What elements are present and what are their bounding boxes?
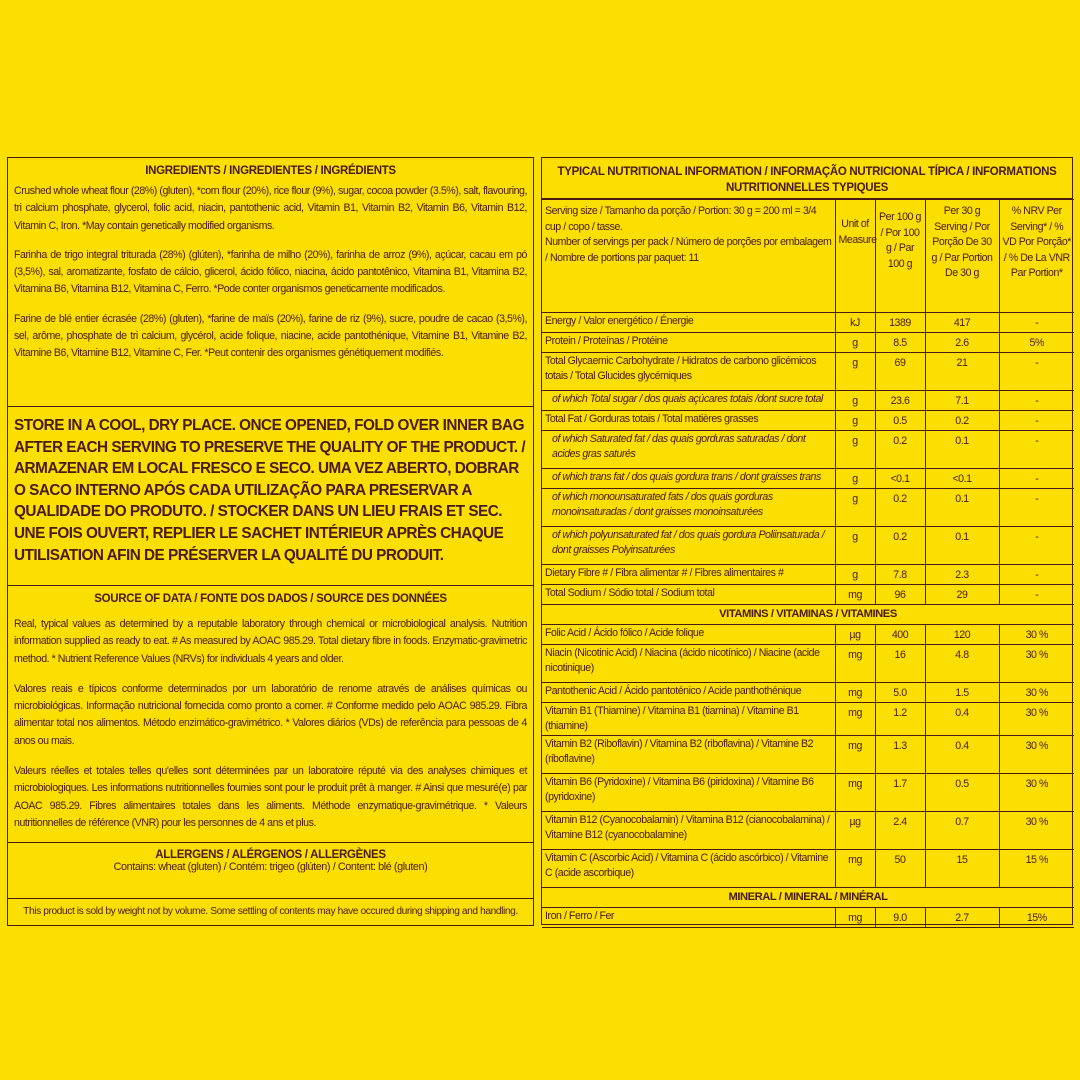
per30-cell: 417 xyxy=(925,313,999,333)
table-row xyxy=(542,812,1074,850)
per30-cell: 2.7 xyxy=(925,908,999,928)
per100-cell: 1.7 xyxy=(875,774,925,812)
per30-header: Per 30 g Serving / Por Porção De 30 g / Par Portion De 30 g xyxy=(925,200,999,313)
unit-cell: mg xyxy=(835,774,875,812)
nutrient-name: Total Sodium / Sódio total / Sodium total xyxy=(542,585,835,605)
per100-cell: 0.2 xyxy=(875,527,925,565)
nrv-cell: 30 % xyxy=(999,703,1074,736)
unit-cell: µg xyxy=(835,625,875,645)
nutrient-name: of which polyunsaturated fat / dos quais gordura Poliinsaturada / dont graisses Polyinsaturées xyxy=(542,527,835,565)
nutrient-name: Total Fat / Gorduras totais / Total matières grasses xyxy=(542,411,835,431)
nutrient-name: Iron / Ferro / Fer xyxy=(542,908,835,928)
nutrient-name: of which trans fat / dos quais gordura trans / dont graisses trans xyxy=(542,469,835,489)
per30-cell: 29 xyxy=(925,585,999,605)
nrv-cell: - xyxy=(999,489,1074,527)
allergens-contains: Contains: wheat (gluten) / Contém: trigeo (glúten) / Content: blé (gluten) xyxy=(113,861,428,873)
table-row xyxy=(542,391,1074,411)
nutrient-name: Vitamin B1 (Thiamine) / Vitamina B1 (tiamina) / Vitamine B1 (thiamine) xyxy=(542,703,835,736)
nrv-cell: - xyxy=(999,391,1074,411)
unit-cell: g xyxy=(835,353,875,391)
unit-cell: mg xyxy=(835,683,875,703)
vitamins-section-heading-label: VITAMINS / VITAMINAS / VITAMINES xyxy=(542,605,1074,625)
disclaimer: This product is sold by weight not by volume. Some settling of contents may have occured during shipping and handling. xyxy=(23,906,518,917)
unit-cell: mg xyxy=(835,703,875,736)
source-french: Valeurs réelles et totales telles qu'elles sont déterminées par un laboratoire réputé via des analyses chimiques et microbiologiques. Les informations nutritionnelles fournies sont pour le produit prêt à manger. # Ainsi que mesuré(e) par AOAC 985.29. Fibres alimentaires totales dans les aliments. Méthode enzymatique-gravimétrique. * Valeurs nutritionnelles de référence (VNR) pour les personnes de 4 ans et plus. xyxy=(14,765,527,829)
nrv-cell: 30 % xyxy=(999,812,1074,850)
nutrient-name: Protein / Proteínas / Protéine xyxy=(542,333,835,353)
per100-header: Per 100 g / Por 100 g / Par 100 g xyxy=(875,200,925,313)
per100-cell: 0.5 xyxy=(875,411,925,431)
per30-cell: 0.7 xyxy=(925,812,999,850)
unit-cell: g xyxy=(835,565,875,585)
mineral-section-heading xyxy=(542,888,1074,908)
unit-cell: mg xyxy=(835,850,875,888)
storage-instructions: STORE IN A COOL, DRY PLACE. ONCE OPENED, FOLD OVER INNER BAG AFTER EACH SERVING TO PRESERVE THE QUALITY OF THE PRODUCT. / ARMAZENAR EM LOCAL FRESCO E SECO. UMA VEZ ABERTO, DOBRAR O SACO INTERNO APÓS CADA UTILIZAÇÃO PARA PRESERVAR A QUALIDADE DO PRODUTO. / STOCKER DANS UN LIEU FRAIS ET SEC. UNE FOIS OUVERT, REPLIER LE SACHET INTÉRIEUR APRÈS CHAQUE UTILISATION AFIN DE PRÉSERVER LA QUALITÉ DU PRODUIT. xyxy=(14,417,526,564)
unit-cell: g xyxy=(835,469,875,489)
per100-cell: 96 xyxy=(875,585,925,605)
per30-cell: 2.6 xyxy=(925,333,999,353)
ingredients-section xyxy=(8,158,533,407)
per100-cell: 1389 xyxy=(875,313,925,333)
ingredients-heading: INGREDIENTS / INGREDIENTES / INGRÉDIENTS xyxy=(145,165,396,177)
source-heading: SOURCE OF DATA / FONTE DOS DADOS / SOURCE DES DONNÉES xyxy=(94,593,447,605)
ingredients-english: Crushed whole wheat flour (28%) (gluten), *corn flour (20%), rice flour (9%), sugar, cocoa powder (3.5%), salt, flavouring, tri calcium phosphate, glycerol, folic acid, niacin, pantothenic acid, Vitamin B1, Vitamin B2, Vitamin B6, Vitamin B12, Vitamin C, Iron. *May contain genetically modified organisms. xyxy=(14,185,527,232)
per100-cell: 0.2 xyxy=(875,431,925,469)
table-row xyxy=(542,527,1074,565)
nrv-cell: 30 % xyxy=(999,683,1074,703)
per30-cell: 2.3 xyxy=(925,565,999,585)
nrv-cell: - xyxy=(999,431,1074,469)
ingredients-french: Farine de blé entier écrasée (28%) (gluten), *farine de maïs (20%), farine de riz (9%), sucre, poudre de cacao (3,5%), sel, arôme, phosphate de tri calcium, glycérol, acide folique, niacine, acide pantothénique, Vitamine B1, Vitamine B2, Vitamine B6, Vitamine B12, Vitamine C, Fer. *Peut contenir des organismes génétiquement modifiés. xyxy=(14,312,527,360)
nrv-cell: 30 % xyxy=(999,736,1074,774)
storage-section xyxy=(8,407,533,586)
table-row xyxy=(542,353,1074,391)
nrv-cell: 30 % xyxy=(999,645,1074,683)
per100-cell: 69 xyxy=(875,353,925,391)
unit-cell: g xyxy=(835,333,875,353)
nutrient-name: Folic Acid / Ácido fólico / Acide folique xyxy=(542,625,835,645)
table-row xyxy=(542,908,1074,928)
per30-cell: 1.5 xyxy=(925,683,999,703)
table-row xyxy=(542,313,1074,333)
per100-cell: 23.6 xyxy=(875,391,925,411)
nrv-cell: - xyxy=(999,313,1074,333)
per30-cell: <0.1 xyxy=(925,469,999,489)
table-row xyxy=(542,625,1074,645)
allergens-heading: ALLERGENS / ALÉRGENOS / ALLERGÈNES xyxy=(155,849,386,861)
per100-cell: 16 xyxy=(875,645,925,683)
nrv-cell: - xyxy=(999,565,1074,585)
per100-cell: 1.3 xyxy=(875,736,925,774)
per100-cell: 1.2 xyxy=(875,703,925,736)
table-row xyxy=(542,431,1074,469)
nutrient-name: Vitamin C (Ascorbic Acid) / Vitamina C (ácido ascórbico) / Vitamine C (acide ascorbique) xyxy=(542,850,835,888)
vitamins-section-heading xyxy=(542,605,1074,625)
table-row xyxy=(542,333,1074,353)
unit-header: Unit of Measure xyxy=(835,200,875,313)
ingredients-portuguese: Farinha de trigo integral triturada (28%) (glúten), *farinha de milho (20%), farinha de arroz (9%), açúcar, cacau em pó (3,5%), sal, aromatizante, fosfato de cálcio, glicerol, ácido fólico, niacina, ácido pantotênico, Vitamina B1, Vitamina B2, Vitamina B6, Vitamina B12, Vitamina C, Ferro. *Pode conter organismos geneticamente modificados. xyxy=(14,248,527,296)
per30-cell: 120 xyxy=(925,625,999,645)
per30-cell: 21 xyxy=(925,353,999,391)
table-header-row xyxy=(542,200,1074,313)
source-portuguese: Valores reais e típicos conforme determinados por um laboratório de renome através de análises químicas ou microbiológicas. Informação nutricional fornecida como pronto a comer. # Conforme medido pelo AOAC 985.29. Fibra alimentar total nos alimentos. Método enzimático-gravimétrico. * Valores diários (VDs) de referência para pessoas de 4 anos ou mais. xyxy=(14,682,527,747)
per30-cell: 0.1 xyxy=(925,527,999,565)
unit-cell: g xyxy=(835,391,875,411)
unit-cell: mg xyxy=(835,736,875,774)
table-row xyxy=(542,489,1074,527)
per30-cell: 4.8 xyxy=(925,645,999,683)
unit-cell: g xyxy=(835,489,875,527)
unit-cell: g xyxy=(835,411,875,431)
table-row xyxy=(542,683,1074,703)
unit-cell: g xyxy=(835,431,875,469)
serving-info xyxy=(542,200,835,313)
table-row xyxy=(542,850,1074,888)
nutrient-name: Dietary Fibre # / Fibra alimentar # / Fibres alimentaires # xyxy=(542,565,835,585)
nutrient-name: Vitamin B6 (Pyridoxine) / Vitamina B6 (piridoxina) / Vitamine B6 (pyridoxine) xyxy=(542,774,835,812)
nrv-header: % NRV Per Serving* / % VD Por Porção* / % De La VNR Par Portion* xyxy=(999,200,1074,313)
per100-cell: <0.1 xyxy=(875,469,925,489)
per30-cell: 7.1 xyxy=(925,391,999,411)
per30-cell: 0.1 xyxy=(925,489,999,527)
per100-cell: 0.2 xyxy=(875,489,925,527)
nutrient-name: Energy / Valor energético / Énergie xyxy=(542,313,835,333)
table-row xyxy=(542,565,1074,585)
unit-cell: µg xyxy=(835,812,875,850)
table-row xyxy=(542,736,1074,774)
per100-cell: 9.0 xyxy=(875,908,925,928)
unit-cell: mg xyxy=(835,908,875,928)
nrv-cell: - xyxy=(999,527,1074,565)
nutrient-name: of which Saturated fat / das quais gorduras saturadas / dont acides gras saturés xyxy=(542,431,835,469)
nutrient-name: of which monounsaturated fats / dos quais gorduras monoinsaturadas / dont graisses monoinsaturées xyxy=(542,489,835,527)
per100-cell: 2.4 xyxy=(875,812,925,850)
source-english: Real, typical values as determined by a reputable laboratory through chemical or microbiological analysis. Nutrition information supplied as ready to eat. # As measured by AOAC 985.29. Total dietary fibre in foods. Enzymatic-gravimetric method. * Nutrient Reference Values (NRVs) for individuals 4 years and older. xyxy=(14,618,527,665)
nrv-cell: - xyxy=(999,353,1074,391)
per30-cell: 0.4 xyxy=(925,703,999,736)
per30-cell: 0.5 xyxy=(925,774,999,812)
left-panel xyxy=(7,157,534,926)
table-row xyxy=(542,585,1074,605)
nutrition-table xyxy=(542,199,1074,928)
unit-cell: g xyxy=(835,527,875,565)
servings-per-pack: Number of servings per pack / Número de porções por embalagem / Nombre de portions par paquet: 11 xyxy=(545,236,832,264)
table-row xyxy=(542,774,1074,812)
nrv-cell: 15% xyxy=(999,908,1074,928)
table-row xyxy=(542,411,1074,431)
table-row xyxy=(542,703,1074,736)
per100-cell: 5.0 xyxy=(875,683,925,703)
nrv-cell: - xyxy=(999,411,1074,431)
source-section xyxy=(8,586,533,843)
nrv-cell: 5% xyxy=(999,333,1074,353)
per100-cell: 8.5 xyxy=(875,333,925,353)
nutrient-name: Niacin (Nicotinic Acid) / Niacina (ácido nicotínico) / Niacine (acide nicotinique) xyxy=(542,645,835,683)
table-row xyxy=(542,469,1074,489)
nutrient-name: Total Glycaemic Carbohydrate / Hidratos de carbono glicémicos totais / Total Glucides glycémiques xyxy=(542,353,835,391)
nrv-cell: - xyxy=(999,585,1074,605)
unit-cell: mg xyxy=(835,645,875,683)
nrv-cell: 30 % xyxy=(999,625,1074,645)
per30-cell: 0.4 xyxy=(925,736,999,774)
per100-cell: 7.8 xyxy=(875,565,925,585)
per30-cell: 0.2 xyxy=(925,411,999,431)
per30-cell: 0.1 xyxy=(925,431,999,469)
nrv-cell: - xyxy=(999,469,1074,489)
unit-cell: kJ xyxy=(835,313,875,333)
serving-size: Serving size / Tamanho da porção / Portion: 30 g = 200 ml = 3/4 cup / copo / tasse. xyxy=(545,205,817,233)
mineral-section-heading-label: MINERAL / MINERAL / MINÉRAL xyxy=(542,888,1074,908)
nutrition-panel xyxy=(541,157,1073,925)
allergens-section xyxy=(8,843,533,899)
nutrient-name: of which Total sugar / dos quais açúcares totais /dont sucre total xyxy=(542,391,835,411)
nutrient-name: Pantothenic Acid / Ácido pantoténico / Acide panthothénique xyxy=(542,683,835,703)
table-row xyxy=(542,645,1074,683)
per100-cell: 400 xyxy=(875,625,925,645)
per100-cell: 50 xyxy=(875,850,925,888)
nrv-cell: 30 % xyxy=(999,774,1074,812)
nutrition-title: TYPICAL NUTRITIONAL INFORMATION / INFORMAÇÃO NUTRICIONAL TÍPICA / INFORMATIONS NUTRITIONNELLES TYPIQUES xyxy=(542,158,1072,199)
nutrient-name: Vitamin B2 (Riboflavin) / Vitamina B2 (riboflavina) / Vitamine B2 (riboflavine) xyxy=(542,736,835,774)
nutrient-name: Vitamin B12 (Cyanocobalamin) / Vitamina B12 (cianocobalamina) / Vitamine B12 (cyanocobalamine) xyxy=(542,812,835,850)
per30-cell: 15 xyxy=(925,850,999,888)
unit-cell: mg xyxy=(835,585,875,605)
nrv-cell: 15 % xyxy=(999,850,1074,888)
